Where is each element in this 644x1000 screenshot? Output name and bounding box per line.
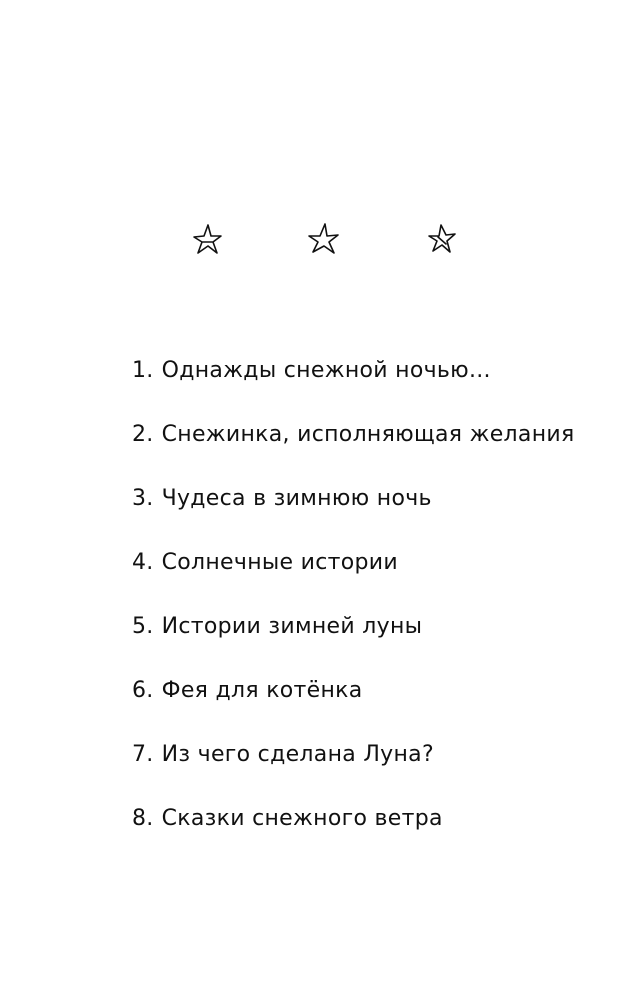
star-icon: [306, 222, 340, 256]
toc-item-number: 7.: [132, 742, 154, 767]
toc-item-title: Снежинка, исполняющая желания: [161, 422, 575, 447]
toc-item-title: Из чего сделана Луна?: [161, 742, 434, 767]
toc-item-title: Солнечные истории: [161, 550, 399, 575]
toc-item-number: 8.: [132, 806, 154, 831]
toc-item[interactable]: [132, 418, 612, 482]
toc-item[interactable]: [132, 354, 612, 418]
toc-item-number: 1.: [132, 358, 154, 383]
toc-item-title: Чудеса в зимнюю ночь: [161, 486, 432, 511]
stars-divider: [0, 222, 644, 262]
table-of-contents: [132, 354, 612, 866]
toc-item-number: 6.: [132, 678, 154, 703]
toc-item[interactable]: [132, 546, 612, 610]
toc-item[interactable]: [132, 482, 612, 546]
toc-item-number: 2.: [132, 422, 154, 447]
toc-item-title: Сказки снежного ветра: [161, 806, 443, 831]
toc-item-number: 3.: [132, 486, 154, 511]
toc-item-number: 5.: [132, 614, 154, 639]
toc-item[interactable]: [132, 802, 612, 866]
toc-item[interactable]: [132, 738, 612, 802]
toc-item-title: Фея для котёнка: [161, 678, 363, 703]
star-icon: [190, 222, 224, 256]
toc-item-title: Истории зимней луны: [161, 614, 423, 639]
toc-item[interactable]: [132, 674, 612, 738]
star-icon: [424, 222, 458, 256]
toc-item-number: 4.: [132, 550, 154, 575]
toc-item-title: Однажды снежной ночью...: [161, 358, 491, 383]
toc-item[interactable]: [132, 610, 612, 674]
